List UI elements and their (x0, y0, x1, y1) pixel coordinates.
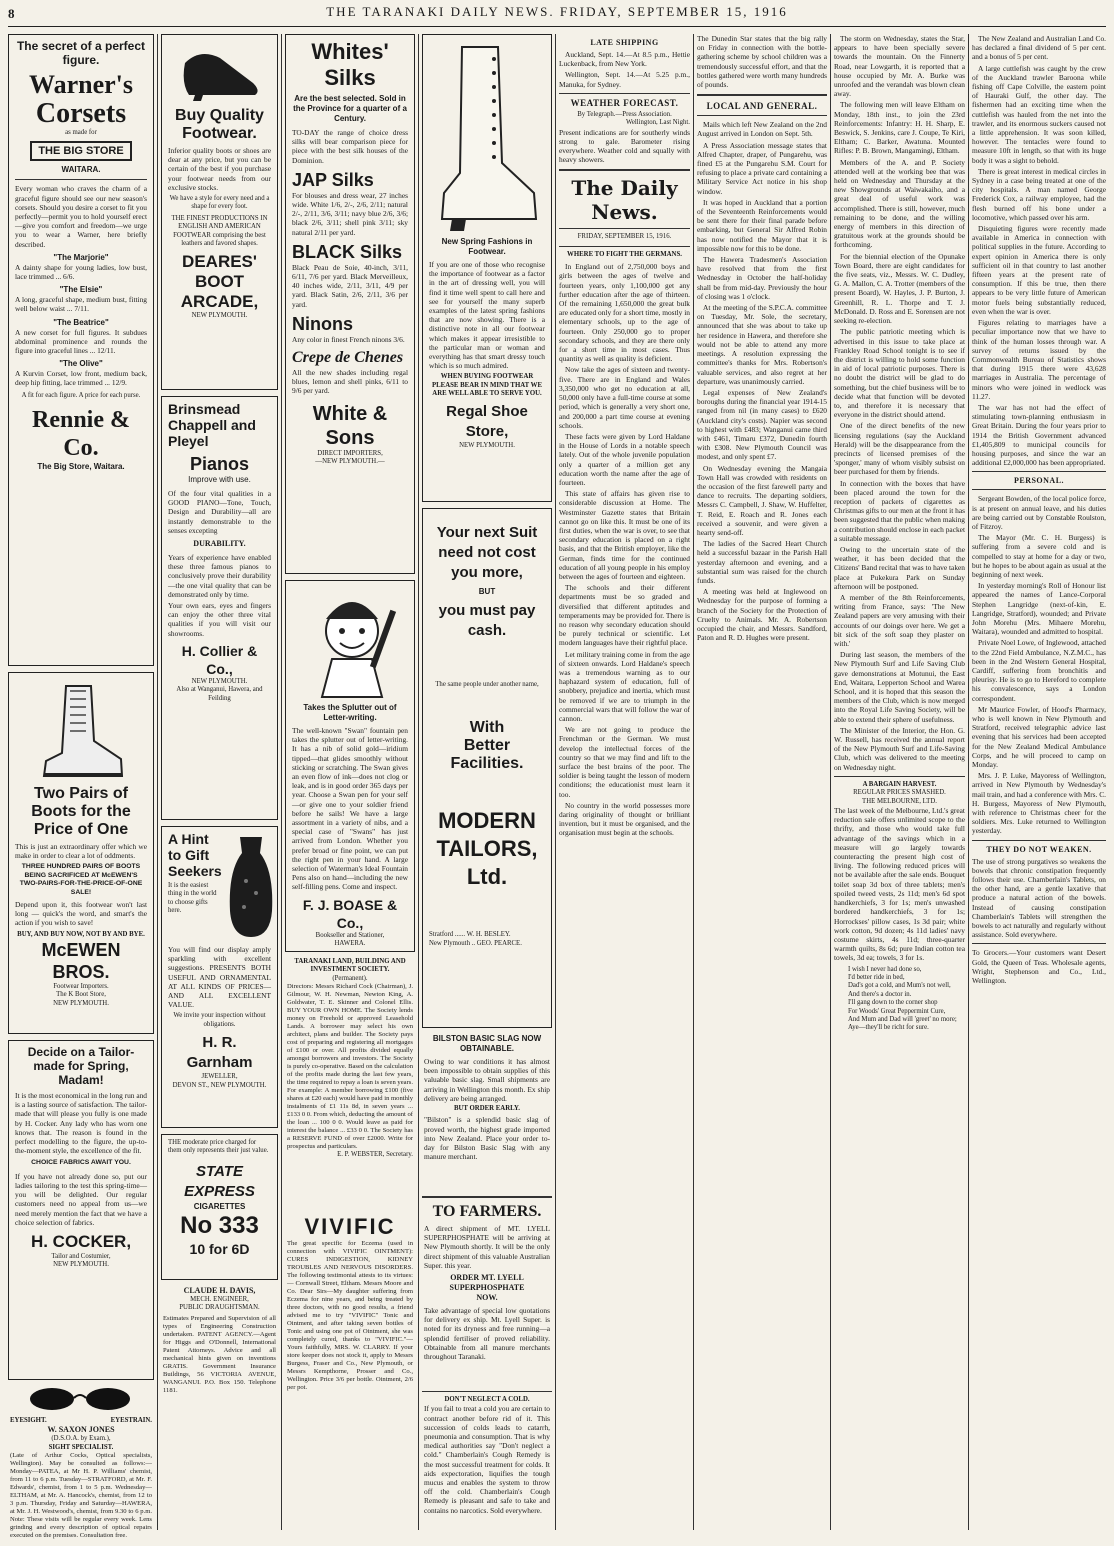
whites-black: BLACK Silks (292, 241, 403, 262)
garnham-gifts-ad (161, 826, 278, 1128)
regal-town: NEW PLYMOUTH. (459, 441, 515, 449)
modern-name2: TAILORS, (436, 836, 538, 862)
paragraph: The following men will leave Eltham on Monday, 18th inst., to join the 23rd Reinforcements: Infantry: H. H. Sharp, E. Beswick, S. Jenkins, care J. Coupe, Te Kiri, Eltham; C. Barker, Awatuna. Mounted Rifles: P. B. Brown, Mangamingi, Eltham. (834, 100, 965, 156)
paragraph: In England out of 2,750,000 boys and girls between the ages of twelve and fourteen years, only 1,100,000 get any further education after the age of thirteen. Of the remaining 1,650,000 the great bulk are educated only for a short time, mostly in elementary schools, up to the age of fourteen. Only 250,000 go to proper secondary schools, and they are there only for a short time in most cases. Thus quantity as well as quality is deficient. (559, 262, 690, 364)
garnham-side: It is the easiest thing in the world to choose gifts here. (168, 882, 217, 915)
warner-corsets-ad (8, 34, 154, 666)
deares-h1: Buy Quality (175, 107, 264, 124)
column-8 (972, 34, 1106, 1530)
paragraph: Disquieting figures were recently made available in America in connection with political supplies in the future. According to expert opinion in America there is only sufficient oil in that country to last another fifteen years at the present rate of consumption. If this be true, then there appears to be very little future of American motor fuels being substantially reduced, even when the war is over. (972, 224, 1106, 316)
garnham-h2: to Gift (168, 847, 210, 863)
boy-with-pen-illustration (292, 589, 412, 699)
paragraph: The storm on Wednesday, states the Star, appears to have been specially severe towards the mountain. On the Finnerty Road, near Lowgarth, it is reported that a house occupied by Mr. A. Burke was unroofed and the verandah was blown clean away. (834, 34, 965, 99)
column-5 (559, 34, 690, 1530)
poem-line: Aye—they'll be richt for sure. (848, 1024, 929, 1032)
leader-article (559, 262, 690, 837)
whites-crepe-body: All the new shades including regal blues, lemon and shell pinks, 6/11 to 9/6 per yard. (292, 368, 408, 396)
paragraph: These facts were given by Lord Haldane in the House of Lords in a notable speech lately. Out of the whole juvenile population only a quarter of a million get any education worth the name after the age of fourteen. (559, 431, 690, 487)
whites-title: Whites' Silks (311, 39, 389, 90)
corset-model-desc: A new corset for full figures. It subdues abdominal prominence and rounds the figure into graceful lines ... 12/11. (15, 327, 147, 356)
cocker-sub2: NEW PLYMOUTH. (53, 1261, 109, 1269)
paragraph: We are not going to produce the Frenchman or the German. We must develop the intellectual forces of the country so that we may find and lift to the surface the best brains of the poor. The soldier is being taught the lesson of modern conditions; the educationist must learn it too. (559, 725, 690, 799)
rennie-sub: The Big Store, Waitara. (37, 462, 125, 472)
paragraph: At the meeting of the S.P.C.A. committee on Tuesday, Mr. Sole, the secretary, announced that she was about to take up her residence in Hawera, and therefore she would not be able to attend any more meetings. A resolution expressing the committee's thanks for Mrs. Robertson's valuable services, and also regret at her departure, was unanimously carried. (697, 303, 827, 386)
page-number: 8 (8, 6, 17, 21)
statex-brand: STATE EXPRESS (184, 1162, 255, 1200)
land-body: Directors: Messrs Richard Cock (Chairman), J. Gilmour, W. H. Newman, Newton King, A. Goldwater, T. E. Skinner and Colonel Ellis. BUY YOUR OWN HOME. The Society lends money on Freehold or approved Leasehold Lands. A borrower may select his own architect, plans and builder. The Society pays cost of preparing and registering all mortgages of £100 or over. All profits divided equally amongst borrowers and investors. The Society is purely co-operative. Based on the calculation of the profits made during the last few years, the time required to repay a loan is seven years. For example: A member borrowing £100 (five shares at £20 each) would have paid in monthly instalments of £1 11s 8d, in seven years ... £133 0 0. From which, deducting the amount of the loan ... 100 0 0. Would leave as paid for interest the balance ... £33 0 0. The Society has a RESERVE FUND of over £2000. Write for prospectus and particulars. (287, 983, 413, 1151)
taranaki-land-society-ad (285, 958, 415, 1208)
saxon-h2: EYESTRAIN. (110, 1417, 152, 1424)
paragraph: In yesterday morning's Roll of Honour list appeared the names of Lance-Corporal Stephen Langridge (next-of-kin, E. Langridge, Stratford), wounded; and Private John Morehu (Mrs. Mihaere Morehu, Waitara), wounded and admitted to hospital. (972, 581, 1106, 637)
bilston-body2: "Bilston" is a splendid basic slag of proved worth, the highest grade imported into New Zealand. Place your order to-day for Bilston Basic Slag with any manure merchant. (424, 1115, 550, 1162)
deares-body3: THE FINEST PRODUCTIONS IN ENGLISH AND AMERICAN FOOTWEAR comprising the best leathers and favored shapes. (171, 214, 268, 248)
mcewen-intro: This is just an extraordinary offer which we make in order to clear a lot of oddments. (15, 842, 147, 861)
mcewen-line2: The K Boot Store, (56, 991, 106, 999)
bilston-slag-ad (422, 1034, 552, 1190)
saxon-role: SIGHT SPECIALIST. (48, 1443, 114, 1451)
paragraph: Legal expenses of New Zealand's boroughs during the financial year 1914-15 ranged from nil (in many cases) to £620 (Auckland city's costs). Napier was second to highest with £483; Wanganui came third with £461, Timaru £372, Dunedin fourth with £308. New Plymouth Council was modest, and only spent £7. (697, 387, 827, 462)
cocker-name: H. COCKER, (30, 1232, 132, 1252)
collier-body: Of the four vital qualities in a GOOD PIANO—Tone, Touch, Design and Durability—all are instantly demonstrable to the senses excepting (168, 489, 271, 535)
ladies-boot-illustration (432, 43, 542, 233)
davis-role1: MECH. ENGINEER, (190, 1296, 249, 1303)
paragraph: The Mayor (Mr. C. H. Burgess) is suffering from a severe cold and is compelled to stay at home for a day or two, but he hopes to be about again as usual at the beginning of next week. (972, 533, 1106, 579)
statex-pre: THE moderate price charged for them only represents their just value. (168, 1139, 269, 1155)
modern-but: BUT (478, 587, 496, 596)
modern-h1: Your next Suit need not cost you more, (436, 524, 538, 581)
collier-h3: Pleyel (168, 433, 209, 449)
whites-intro: Are the best selected. Sold in the Province for a quarter of a Century. (293, 94, 407, 123)
deares-h2: Footwear. (182, 125, 257, 142)
corset-model-name: "The Beatrice" (53, 317, 109, 327)
paragraph: This state of affairs has given rise to considerable discussion at Home. The Westminster Gazette states that Britain cannot go on like this. It must be one of its first duties, when the war is over, to see that secondary education is placed on a right basis, and that the British employer, like the German, finds time for the continued education of all young people in his employ between the ages of fourteen and eighteen. (559, 489, 690, 581)
grocers-notice: To Grocers.—Your customers want Desert Gold, the Queen of Teas. Wholesale agents, Wright, Stephenson and Co., Ltd., Wellington. (972, 948, 1106, 986)
whites-jap: JAP Silks (292, 169, 374, 190)
statex-price: 10 for 6D (189, 1240, 250, 1257)
boase-swan-pen-ad (285, 580, 415, 952)
leader-title: WHERE TO FIGHT THE GERMANS. (567, 250, 682, 258)
warner-items (15, 253, 147, 388)
bilston-order: BUT ORDER EARLY. (453, 1105, 521, 1113)
paragraph: The Minister of the Interior, the Hon. G. W. Russell, has received the annual report of the New Plymouth Surf and Life-Saving Club, which was delivered to the meeting on Wednesday night. (834, 725, 965, 772)
warner-blurb: Every woman who craves the charm of a graceful figure should see our new season's corsets. Should you desire a corset to fit you perfectly—permit you to hold yourself erect—give you comfort and freedom—we urge you to wear a Warner, here briefly described. (15, 184, 147, 249)
masthead (8, 4, 1106, 27)
warner-fit: A fit for each figure. A price for each purse. (21, 391, 141, 399)
paragraph: For the biennial election of the Opunake Town Board, there are eight candidates for the five seats, viz., Messrs. W. C. Dudley, G. A. Mallon, C. A. Trotter (members of the present Board), W. Hayles, J. P. Burton, J. Greenhill, R. L. Thorpe and T. J. McDonald. D. Ross and E. Sorensen are not seeking re-election. (834, 251, 965, 326)
weather-body: Present indications are for southerly winds strong to gale. Barometer rising everywhere. Weather cold and squally with heavy showers. (559, 127, 690, 165)
mcewen-body: Depend upon it, this footwear won't last long — quick's the word, and smart's the action if you wish to save! (15, 900, 147, 928)
statex-cig: CIGARETTES (193, 1201, 246, 1211)
cocker-body: It is the most economical in the long run and is a lasting source of satisfaction. The tailor-made that will please you fully is one made by H. Cocker. Any lady who has worn one knows that. The reason is found in the perfect modelling to the figure, the up-to-the-moment style, the excellence of the fit. (15, 1091, 147, 1156)
cocker-body2: If you have not already done so, put our ladies tailoring to the test this spring-time—you will be delighted. Our regular customers need no appeal from us—we need merely mention the fact that we have a choice selection of fabrics. (15, 1171, 147, 1227)
whites-jap-body: For blouses and dress wear, 27 inches wide. White 1/6, 2/-, 2/6, 2/11; natural 2/-, 2/11, 3/6, 3/11; navy blue 2/6, 3/6; black 2/6, 3/11; shell pink 3/11; sky natural 2/11 per yard. (292, 190, 408, 237)
whites-sub1: DIRECT IMPORTERS, (317, 449, 383, 457)
modern-name1: MODERN (438, 808, 536, 834)
modern-foot2: New Plymouth .. GEO. PEARCE. (429, 939, 522, 947)
paragraph: During last season, the members of the New Plymouth Surf and Life Saving Club gave demonstrations at Motunui, the East End, Waitara, Lepperton School and Warea School, and it is hoped that this season the members of the Club, which is now merged into the Royal Life Saving Society, will be able to extend their sphere of usefulness. (834, 650, 965, 724)
paragraph: Private Noel Lowe, of Inglewood, attached to the 22nd Field Ambulance, N.Z.M.C., has been in the 2nd Western General Hospital, Cardiff, suffering from bronchitis and pleurisy. He is to go to Hereford to complete his convalescence, says a London correspondent. (972, 638, 1106, 703)
poem (834, 966, 965, 1033)
column-4 (422, 34, 552, 1530)
mcewen-cta: BUY, AND BUY NOW, NOT BY AND BYE. (17, 930, 145, 938)
late-shipping-heading: LATE SHIPPING (590, 38, 659, 47)
davis-engineer-ad (161, 1286, 278, 1434)
collier-pianos-ad (161, 396, 278, 820)
poem-line: I wish I never had done so, (848, 965, 922, 973)
warner-intro: The secret of a perfect figure. (16, 39, 146, 67)
farmers-title: TO FARMERS. (432, 1203, 542, 1220)
personal-heading: PERSONAL. (1013, 476, 1065, 486)
col6-top-para: The Dunedin Star states that the big rally on Friday in connection with the bottle-gathering scheme by school children was a tremendously successful effort, and that the bottles gathered were worth many hundreds of pounds. (697, 34, 827, 90)
paragraph: Let military training come in from the age of sixteen onwards. Lord Haldane's speech was a tremendous warning as to our haphazard system of education, full of snobbery, prejudice and inertia, which must be removed if we are to triumph in the commercial wars that will follow the war of cannon. (559, 649, 690, 723)
paragraph: Wellington, Sept. 14.—At 5.25 p.m., Manuka, for Sydney. (559, 70, 690, 89)
news-items-right (972, 34, 1106, 467)
regal-shoe-ad (422, 34, 552, 502)
mcewen-name: McEWEN BROS. (41, 940, 121, 983)
mcewen-boots-ad (8, 672, 154, 1034)
collier-h4: Pianos (189, 454, 250, 474)
whites-crepe: Crepe de Chenes (292, 349, 404, 367)
deares-name1: DEARES' (182, 252, 257, 272)
paragraph: A Press Association message states that Alfred Chapter, draper, of Pungarehu, was fined £5 at the Pungarehu S.M. Court for refusing to place a private card containing a Military Service Act notice in his shop window. (697, 140, 827, 196)
corset-model-desc: A long, graceful shape, medium bust, fitting well below waist ... 7/11. (15, 295, 147, 314)
local-continued-intro (697, 34, 827, 89)
paragraph: Auckland, Sept. 14.—At 8.5 p.m., Hettie Luckenback, from New York. (559, 50, 690, 69)
warner-corsets-title: Corsets (35, 98, 127, 129)
masthead-title: THE TARANAKI DAILY NEWS. FRIDAY, SEPTEMBER 15, 1916 (326, 4, 788, 19)
warner-town: WAITARA. (61, 165, 101, 175)
land-sub: (Permanent). (332, 974, 368, 982)
boot-illustration (36, 681, 126, 781)
paragraph: Mr Maurice Fowler, of Hood's Pharmacy, who is well known in New Plymouth and Stratford, received telegraphic advice last evening that his services had been accepted for the New Zealand Medical Ambulance Corps, and he will proceed to camp on Monday. (972, 704, 1106, 770)
farmers-super: SUPERPHOSPHATE (449, 1283, 525, 1293)
column-rule (157, 34, 158, 1530)
garnham-name: H. R. Garnham (186, 1034, 253, 1072)
collier-h5: Improve with use. (188, 475, 251, 484)
statex-num: No 333 (180, 1211, 259, 1239)
spectacles-illustration (10, 1386, 150, 1412)
davis-role2: PUBLIC DRAUGHTSMAN. (179, 1304, 260, 1312)
saxon-cred: (D.S.O.A. by Exam.), (51, 1435, 111, 1443)
mcewen-title: Two Pairs of Boots for the Price of One (31, 785, 131, 838)
paper-name: The Daily News. (571, 176, 678, 225)
land-sign: E. P. WEBSTER, Secretary. (337, 1151, 413, 1159)
saxon-h1: EYESIGHT. (10, 1417, 47, 1424)
vivific-ad (285, 1214, 415, 1514)
saxon-jones-ad (8, 1386, 154, 1540)
harvest-sub2: THE MELBOURNE, LTD. (862, 797, 937, 805)
weather-by: By Telegraph.—Press Association. (577, 110, 672, 118)
saxon-name: W. SAXON JONES (47, 1425, 115, 1435)
paragraph: Owing to the uncertain state of the weather, it has been decided that the Citizens' Band recital that was to have taken place at Pukekura Park on Sunday afternoon will be postponed. (834, 544, 965, 591)
column-2 (161, 34, 278, 1530)
deares-name3: ARCADE, (180, 292, 259, 312)
column-rule (555, 34, 556, 1530)
swan-body: The well-known "Swan" fountain pen takes the splutter out of letter-writing. It has a nib of solid gold—iridium tipped—that glides smoothly without sticking or scratching. The Swan gives an even flow of ink—does not clog or leak, and is in good order 365 days per year. Choose a Swan pen for your self—or give one to your soldier friend before he sails! We have a large assortment in a variety of nibs, and a special case of "Swans" has just arrived from London. Whether you prefer broad or fine point, we can put the right pen in your hand. A large selection of Waterman's Ideal Fountain Pens also on hand—including the new self-filling pens. Come and inspect. (292, 726, 408, 892)
regal-name: Regal Shoe Store, (446, 402, 528, 440)
poem-line: Dad's got a cold, and Mum's not well, (848, 982, 951, 990)
davis-name: CLAUDE H. DAVIS, (183, 1286, 256, 1295)
corset-model-desc: A dainty shape for young ladies, low bust, lace trimmed ... 6/6. (15, 262, 147, 282)
corset-model-desc: A Kurvin Corset, low front, medium back, deep hip fitting, lace trimmed ... 12/9. (15, 369, 147, 388)
paragraph: The ladies of the Sacred Heart Church held a successful bazaar in the Parish Hall yesterday afternoon and evening, and a substantial sum was raised for the church funds. (697, 539, 827, 585)
garnham-h3: Seekers (168, 863, 222, 879)
paragraph: A member of the 8th Reinforcements, writing from France, says: 'The New Zealand papers are very amusing with their accounts of our doings over here. We get a bit sick of the soft soap they plaster on with.' (834, 592, 965, 648)
weaken-heading: THEY DO NOT WEAKEN. (986, 844, 1092, 854)
cold-title: DON'T NEGLECT A COLD. (444, 1396, 530, 1403)
modern-name3: Ltd. (466, 864, 508, 890)
garnham-h1: A Hint (168, 831, 209, 847)
land-title: TARANAKI LAND, BUILDING AND INVESTMENT SOCIETY. (294, 958, 406, 974)
collier-body3: Your own ears, eyes and fingers can enjoy the other three vital qualities if you will visit our showrooms. (168, 601, 271, 638)
paragraph: One of the direct benefits of the new licensing regulations (say the Auckland Herald) will be the disappearance from the precincts of licensed premises of the 'sponger,' many of whom visibly subsist on beer purchased for them by friends. (834, 421, 965, 477)
regal-caps: WHEN BUYING FOOTWEAR PLEASE BEAR IN MIND THAT WE ARE WELL ABLE TO SERVE YOU. (432, 373, 542, 398)
garnham-addr: DEVON ST., NEW PLYMOUTH. (172, 1081, 267, 1089)
mcewen-bold: THREE HUNDRED PAIRS OF BOOTS BEING SACRIFICED AT McEWEN'S TWO-PAIRS-FOR-THE-PRICE-OF-ONE SALE! (19, 863, 143, 896)
paragraph: The schools and their different departments must be so graded and diversified that different aptitudes and temperaments may be provided for. There is no reason why secondary education should be purely technical or scientific. Let modern languages have their rightful place. (559, 583, 690, 648)
column-3 (285, 34, 415, 1530)
swan-title: Takes the Splutter out of Letter-writing. (303, 703, 397, 722)
harvest-sub1: REGULAR PRICES SMASHED. (853, 789, 946, 797)
column-rule (693, 34, 694, 1530)
collier-town: NEW PLYMOUTH. (191, 677, 248, 685)
paragraph: It was hoped in Auckland that a portion of the Seventeenth Reinforcements would be sent there for their final parade before embarking, but General Sir Alfred Robin has now notified the Mayor that it is impossible now for this to be done. (697, 197, 827, 253)
farmers-order: ORDER MT. LYELL (450, 1273, 524, 1283)
whites-silks-ad (285, 34, 415, 574)
column-rule (418, 34, 419, 1530)
regal-body: If you are one of those who recognise the importance of footwear as a factor in the art of dressing well, you will find it time well spent to call here and see for yourself the many superb examples of the latest spring fashions that are now showing. There is a distinctive note in all our footwear which makes it appear irresistible to the particular man or woman and everything has that smart dressy touch which is so much admired. (429, 260, 545, 371)
paragraph: In connection with the boxes that have been placed around the town for the reception of packets of cigarettes as Christmas gifts to our men at the front it has been suggested that the public when making a contribution should enclose in each packet a suitable message. (834, 478, 965, 543)
farmers-now: NOW. (476, 1293, 498, 1303)
garnham-body2: We invite your inspection without obligations. (173, 1012, 266, 1028)
paragraph: A meeting was held at Inglewood on Wednesday for the purpose of forming a branch of the Society for the Protection of Cruelty to Animals. Mr. A. Robertson occupied the chair, and Messrs. Sandford, Paton and R. D. Hughes were present. (697, 587, 827, 643)
cocker-title: Decide on a Tailor-made for Spring, Madam! (27, 1045, 135, 1087)
poem-line: I'll gang down to the corner shop (848, 999, 938, 1007)
warner-made-for: as made for (65, 129, 97, 136)
paragraph: The New Zealand and Australian Land Co. has declared a final dividend of 5 per cent. and a bonus of 5 per cent. (972, 34, 1106, 62)
local-general-heading: LOCAL AND GENERAL. (706, 101, 818, 112)
cold-remedy-notice (422, 1396, 552, 1546)
regal-title: New Spring Fashions in Footwear. (441, 237, 533, 256)
garnham-role: JEWELLER, (201, 1073, 238, 1081)
paragraph: No country in the world possesses more daring originality of thought or brilliant invention, but it must be organised, and the organisation must begin at the schools. (559, 800, 690, 838)
whites-name: White & Sons (312, 402, 388, 449)
poem-line: For Woods' Great Peppermint Cure, (848, 1007, 946, 1015)
whites-sub2: —NEW PLYMOUTH.— (315, 458, 385, 466)
modern-tailors-ad (422, 508, 552, 1028)
deares-body2: We have a style for every need and a shape for every foot. (169, 195, 270, 211)
whites-black-body: Black Peau de Soie, 40-inch, 3/11, 6/11, 7/6 per yard. Black Merveilleux, 40 inches wide, 2/11, 3/11, 4/9 per yard. Black Satin, 2/6, 2/11, 3/6 per yard. (292, 262, 408, 309)
shoe-illustration (175, 43, 265, 103)
gift-bag-illustration (226, 831, 276, 941)
personal-column (972, 494, 1106, 835)
column-rule (830, 34, 831, 1530)
paragraph: On Wednesday evening the Mangaia Town Hall was crowded with residents on the occasion of the first farewell party and dance to recruits. The departing soldiers, Messrs C. Campbell, J. Shaw, W. Huffelter, T. Reid, E. Roach and R. Jones each received a souvenir, and were given a hearty send-off. (697, 463, 827, 537)
paragraph: Now take the ages of sixteen and twenty-five. There are in England and Wales 3,350,000 who get no education at all, 50,000 only have a full-time course at some period, which is generally a very short one, and 200,000 a part time course at evening schools. (559, 365, 690, 430)
paragraph: Members of the A. and P. Society attended well at the working bee that was held on Wednesday and Thursday at the new Showgrounds at Waiwakaiho, and a great deal of useful work was accomplished. There is still, however, much remaining to be done, and the willing energy of members in this direction of gratuitous work at the grounds should be forthcoming. (834, 157, 965, 250)
modern-with: With (469, 719, 505, 737)
cocker-choice: CHOICE FABRICS AWAIT YOU. (31, 1159, 131, 1167)
column-rule (281, 34, 282, 1530)
weather-heading: WEATHER FORECAST. (570, 97, 679, 108)
column-rule (968, 34, 969, 1530)
corset-model-name: "The Elsie" (59, 285, 103, 295)
paragraph: Figures relating to marriages have a peculiar importance now that we have to think of the human losses through war. A survey of returns issued by the Commonwealth Bureau of Statistics shows that during 1915 there were 43,628 marriages in Australia. The percentage of minors who were joined in wedlock was 11.27. (972, 318, 1106, 401)
bilston-title: BILSTON BASIC SLAG NOW OBTAINABLE. (432, 1034, 542, 1053)
column-7 (834, 34, 965, 1530)
paragraph: The public patriotic meeting which is advertised in this issue to take place at Frankley Road School tonight is to see if the district is willing to hold some function in aid of local patriotic purposes. There is no doubt the district will be glad to do something, but the chief business will be to decide what that function will be devoted to, and therefore it is necessary that everyone in the district should attend. (834, 327, 965, 420)
poem-line: I'd better ride in bed, (848, 973, 905, 981)
paragraph: Sergeant Bowden, of the local police force, is at present on annual leave, and his duties are being carried out by Constable Roulston, of Fitzroy. (972, 494, 1106, 531)
saxon-body: (Late of Arthur Cocks, Optical specialists, Wellington). May be consulted as follows:— Monday—PATEA, at Mr H. P. Williams' chemist, from 11 to 6 p.m. Tuesday—STRATFORD, at Mr. F. Edwards', chemist, from 1 to 5 p.m. Wednesday—ELTHAM, at Mr. A. Hancock's, chemist, from 12 to 3 p.m. Thursday, Friday and Saturday—HAWERA, at Mr. J. H. Westwood's, chemist, from 9.30 to 6 p.m. Note: These visits will be regular every week. Lens grinding and every description of optical repairs executed on the premises. Consultation free. (10, 1452, 152, 1540)
rennie-name: Rennie & Co. (32, 407, 130, 462)
farmers-body: A direct shipment of MT. LYELL SUPERPHOSPHATE will be arriving at New Plymouth shortly. It will be the only direct shipment of this valuable Australian Super. this year. (424, 1224, 550, 1270)
garnham-body: You will find our display amply sparkling with excellent suggestions. PRESENTS BOTH USEFUL AND ORNAMENTAL AT ALL KINDS OF PRICES—AND ALL EXCELLENT VALUE. (168, 945, 271, 1010)
collier-durability: DURABILITY. (193, 539, 246, 549)
mt-lyell-ad (422, 1203, 552, 1385)
cocker-sub1: Tailor and Costumier, (51, 1253, 111, 1261)
deares-name2: BOOT (194, 272, 245, 292)
farmers-body2: Take advantage of special low quotations for delivery ex ship. Mt. Lyell Super. is noted for its dryness and free running—a splendid fertiliser of proved reliability. Obtainable from all manure merchants throughout Taranaki. (424, 1306, 550, 1362)
collier-also: Also at Wanganui, Hawera, and Feilding (176, 686, 263, 702)
cold-body: If you fail to treat a cold you are certain to contract another before rid of it. This succession of colds leads to catarrh, pneumonia and consumption. That is why medical authorities say "Don't neglect a cold." Chamberlain's Cough Remedy is the most successful treatment for colds. It aids expectoration, liquifies the tough mucus and enables the system to throw off the cold. Chamberlain's Cough Remedy is pleasant and safe to take and contains no narcotics. Sold everywhere. (424, 1404, 550, 1515)
whites-ninons-body: Any color in finest French ninons 3/6. (292, 334, 405, 344)
modern-mid: The same people under another name, (435, 681, 539, 688)
collier-h1: Brinsmead (168, 401, 241, 417)
state-express-ad (161, 1134, 278, 1280)
harvest-body: The last week of the Melbourne, Ltd.'s great reduction sale offers unlimited scope to the thrifty, and those who would take full advantage of the savings which in a measure will go largely towards counteracting the present high cost of living. The following reduced prices will not be available after the sale ends. Bouquet toilet soap 3d box of three tablets; men's spoiled tweed vests, 2s 11d; men's 6d spot handkerchiefs, 3 for 1s; men's unwashed bordered handkerchiefs, 3 for 1s; Horrockses' pillow cases, 1s 3d pair; white work cotton, 9d dozen; 4s 11d ladies' navy costume skirts, 4s 11d; three-quarter warmth quilts, 8s 6d; pure Indian cotton tea towels, 3d ea; towels, 3 for 1s. (834, 806, 965, 963)
modern-foot1: Stratford ...... W. H. BESLEY. (429, 931, 511, 939)
collier-body2: Years of experience have enabled these three famous pianos to conclusively prove their durability—the one vital quality that can be demonstrated only by time. (168, 553, 271, 599)
paragraph: The Hawera Tradesmen's Association have resolved that from the first Wednesday in October the half-holiday shall be from mid-day. Previously the hour of closing was 1 o'clock. (697, 255, 827, 301)
deares-footwear-ad (161, 34, 278, 390)
modern-better: Better Facilities. (450, 737, 524, 773)
leader-date: FRIDAY, SEPTEMBER 15, 1916. (577, 233, 672, 241)
vivific-body: The great specific for Eczema (used in connection with VIVIFIC OINTMENT): CURES INDIGESTION, KIDNEY TROUBLES AND NERVOUS DISORDERS. The following testimonial attests to its virtues:— Cornwall Street, Eltham. Messrs Moore and Co. Dear Sirs—My daughter suffering from Eczema for nine years, and being treated by three doctors, with no good results, a friend advised me to try "VIVIFIC" Tonic and Ointment, and after taking seven bottles of Tonic and using one pot of Ointment, she was completely cured, thanks to "VIVIFIC."—Yours faithfully, MRS. W. CLARRY. If your store keeper does not stock it, apply to Messrs Burgess, Fraser and Co., New Plymouth, or Messrs Kempthorne, Prosser and Co., Wellington. Price 3/6 per bottle. Ointment, 2/6 per pot. (287, 1240, 413, 1391)
bilston-body: Owing to war conditions it has almost been impossible to obtain supplies of this valuable basic slag. Small shipments are arriving in Wellington this month. Ex ship delivery are being arranged. (424, 1057, 550, 1103)
paragraph: Mails which left New Zealand on the 2nd August arrived in London on Sept. 5th. (697, 120, 827, 139)
cocker-tailor-ad (8, 1040, 154, 1380)
davis-body: Estimates Prepared and Supervision of all types of Engineering Construction undertaken. PATENT AGENCY.—Agent for Higgs and O'Donnell, International Patent Attorneys. Advice and all mechanical hints given on inventions GRATIS. Government Insurance Buildings, 56 VICTORIA AVENUE, WANGANUI. P.O. Box 150. Telephone 1181. (163, 1314, 276, 1394)
harvest-title: A BARGAIN HARVEST. (862, 780, 937, 788)
corset-model-name: "The Marjorie" (53, 252, 109, 262)
whites-body: TO-DAY the range of choice dress silks will bear comparison piece for piece with the best silk houses of the Dominion. (292, 128, 408, 165)
deares-body: Inferior quality boots or shoes are dear at any price, but you can be certain of the best if you purchase your footwear needs from our exclusive stocks. (168, 146, 271, 192)
boase-town: HAWERA. (334, 940, 366, 948)
poem-line: And Mum and Dad will 'greet' no more; (848, 1015, 957, 1023)
paragraph: The war has not had the effect of stimulating town-planning enthusiasm in Great Britain. During the four years prior to 1914 the British Government advanced £1,405,809 to municipal councils for housing purposes, and since the war an additional £2,000,000 has been appropriated. (972, 402, 1106, 468)
vivific-title: VIVIFIC (304, 1214, 396, 1239)
modern-h2: you must pay cash. (438, 602, 536, 639)
weaken-body: The use of strong purgatives so weakens the bowels that chronic constipation frequently follows their use. Chamberlain's Tablets, on the other hand, are a gentle laxative that produce a natural action of the bowels. Instead of causing constipation Chamberlain's Tablets will strengthen the bowels to act naturally and regularly without assistance. Sold everywhere. (972, 856, 1106, 940)
boase-role: Bookseller and Stationer, (315, 931, 385, 939)
news-items (834, 34, 965, 772)
paragraph: A large cuttlefish was caught by the crew of the Auckland trawler Baroona while fishing off Cape Colville, the eastern point of Hauraki Gulf, the other day. The fishermen had an exciting time when the cuttlefish was hauled from the net into the trawler, and its enormous suckers caused not a little apprehension. It was soon killed, however. The tentacles were found to measure 10ft in length, so that with its huge body it was a sight to behold. (972, 63, 1106, 165)
whites-ninons: Ninons (292, 313, 353, 334)
column-1 (8, 34, 154, 1540)
poem-line: And there's a doctor in. (848, 990, 912, 998)
paragraph: Mrs. J. P. Luke, Mayoress of Wellington, arrived in New Plymouth by Wednesday's mail train, and had a conference with Mrs. C. H. Burgess, Mayoress of New Plymouth, with reference to Christmas cheer for the soldiers. Mrs. Luke returned to Wellington yesterday. (972, 771, 1107, 836)
local-general-article (697, 120, 827, 642)
warner-store: THE BIG STORE (30, 141, 131, 161)
deares-town: NEW PLYMOUTH. (191, 312, 248, 320)
paragraph: There is great interest in medical circles in Sydney in a case being treated at one of the city hospitals. A man named George Frederick Cox, a railway employee, had the flesh burned off his bone under a locomotive, which passed over his arm. (972, 166, 1106, 222)
column-6 (697, 34, 827, 1530)
weather-place: Wellington, Last Night. (625, 119, 690, 127)
late-shipping-list (559, 50, 690, 89)
boase-name: F. J. BOASE & Co., (302, 896, 398, 931)
mcewen-line3: NEW PLYMOUTH. (53, 999, 109, 1007)
collier-name: H. Collier & Co., (181, 642, 258, 677)
collier-h2: Chappell and (168, 417, 256, 433)
corset-model-name: "The Olive" (59, 359, 103, 369)
warner-brand: Warner's (29, 70, 133, 99)
mcewen-line1: Footwear Importers. (53, 983, 109, 991)
